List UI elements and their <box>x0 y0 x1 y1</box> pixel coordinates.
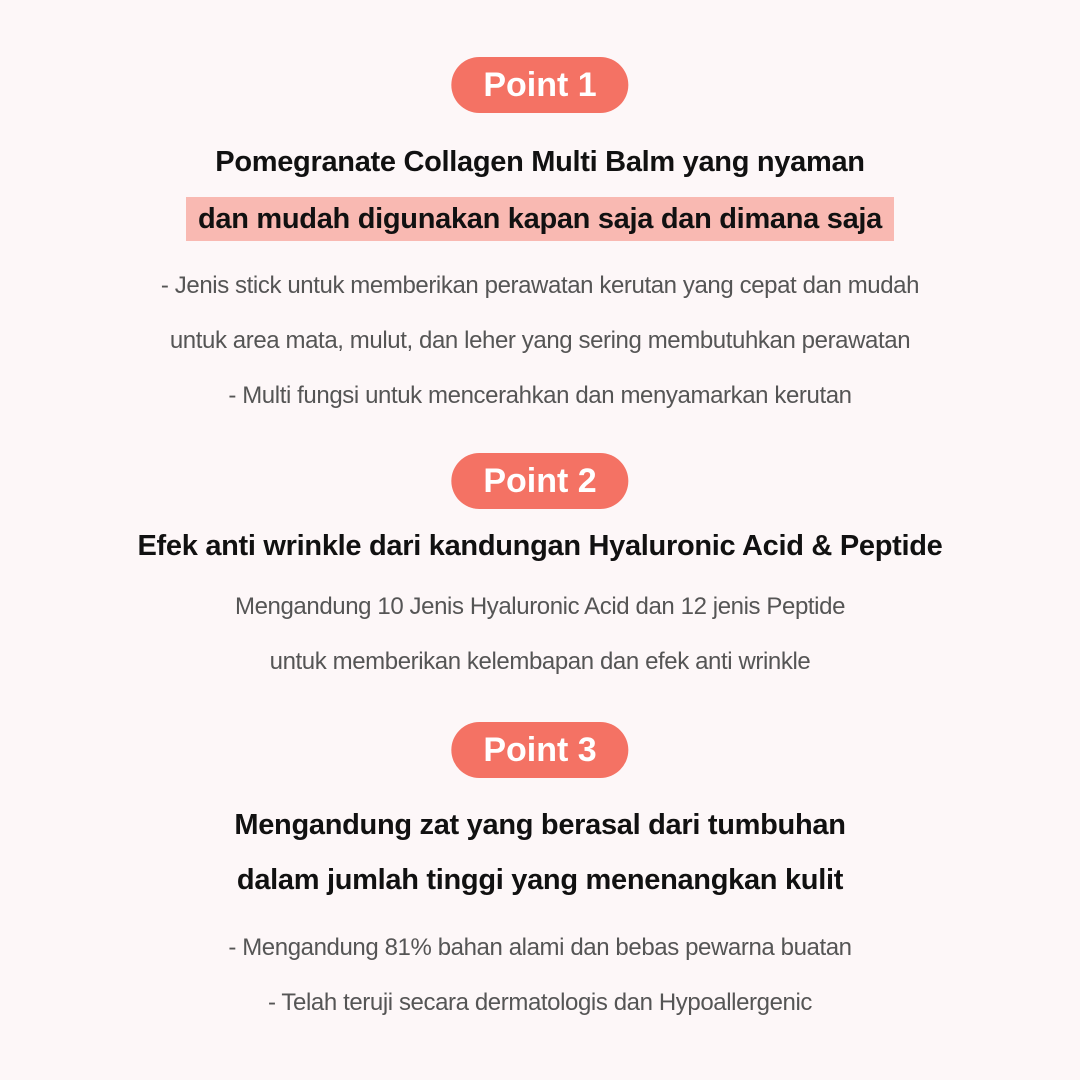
point-2-title-line-1: Efek anti wrinkle dari kandungan Hyaluronic Acid & Peptide <box>137 530 943 562</box>
point-2-badge: Point 2 <box>451 453 628 509</box>
point-3-title-line-2: dalam jumlah tinggi yang menenangkan kulit <box>236 864 844 896</box>
point-1-body-line-2: untuk area mata, mulut, dan leher yang sering membutuhkan perawatan <box>169 327 911 354</box>
point-2-body-line-2: untuk memberikan kelembapan dan efek anti wrinkle <box>269 648 811 675</box>
point-1-badge: Point 1 <box>451 57 628 113</box>
point-3-title-line-1: Mengandung zat yang berasal dari tumbuhan <box>234 809 846 841</box>
point-1-title-line-2: dan mudah digunakan kapan saja dan dimana saja <box>186 197 894 241</box>
point-1-title-highlight <box>0 197 1080 241</box>
point-3-body-line-1: - Mengandung 81% bahan alami dan bebas pewarna buatan <box>228 934 852 961</box>
point-1-body-line-3: - Multi fungsi untuk mencerahkan dan menyamarkan kerutan <box>228 382 852 409</box>
point-1-title-line-1: Pomegranate Collagen Multi Balm yang nyaman <box>215 146 865 178</box>
point-1-body-line-1: - Jenis stick untuk memberikan perawatan kerutan yang cepat dan mudah <box>160 272 920 299</box>
point-3-body-line-2: - Telah teruji secara dermatologis dan Hypoallergenic <box>268 989 812 1016</box>
point-3-badge: Point 3 <box>451 722 628 778</box>
point-2-body-line-1: Mengandung 10 Jenis Hyaluronic Acid dan 12 jenis Peptide <box>234 593 846 620</box>
